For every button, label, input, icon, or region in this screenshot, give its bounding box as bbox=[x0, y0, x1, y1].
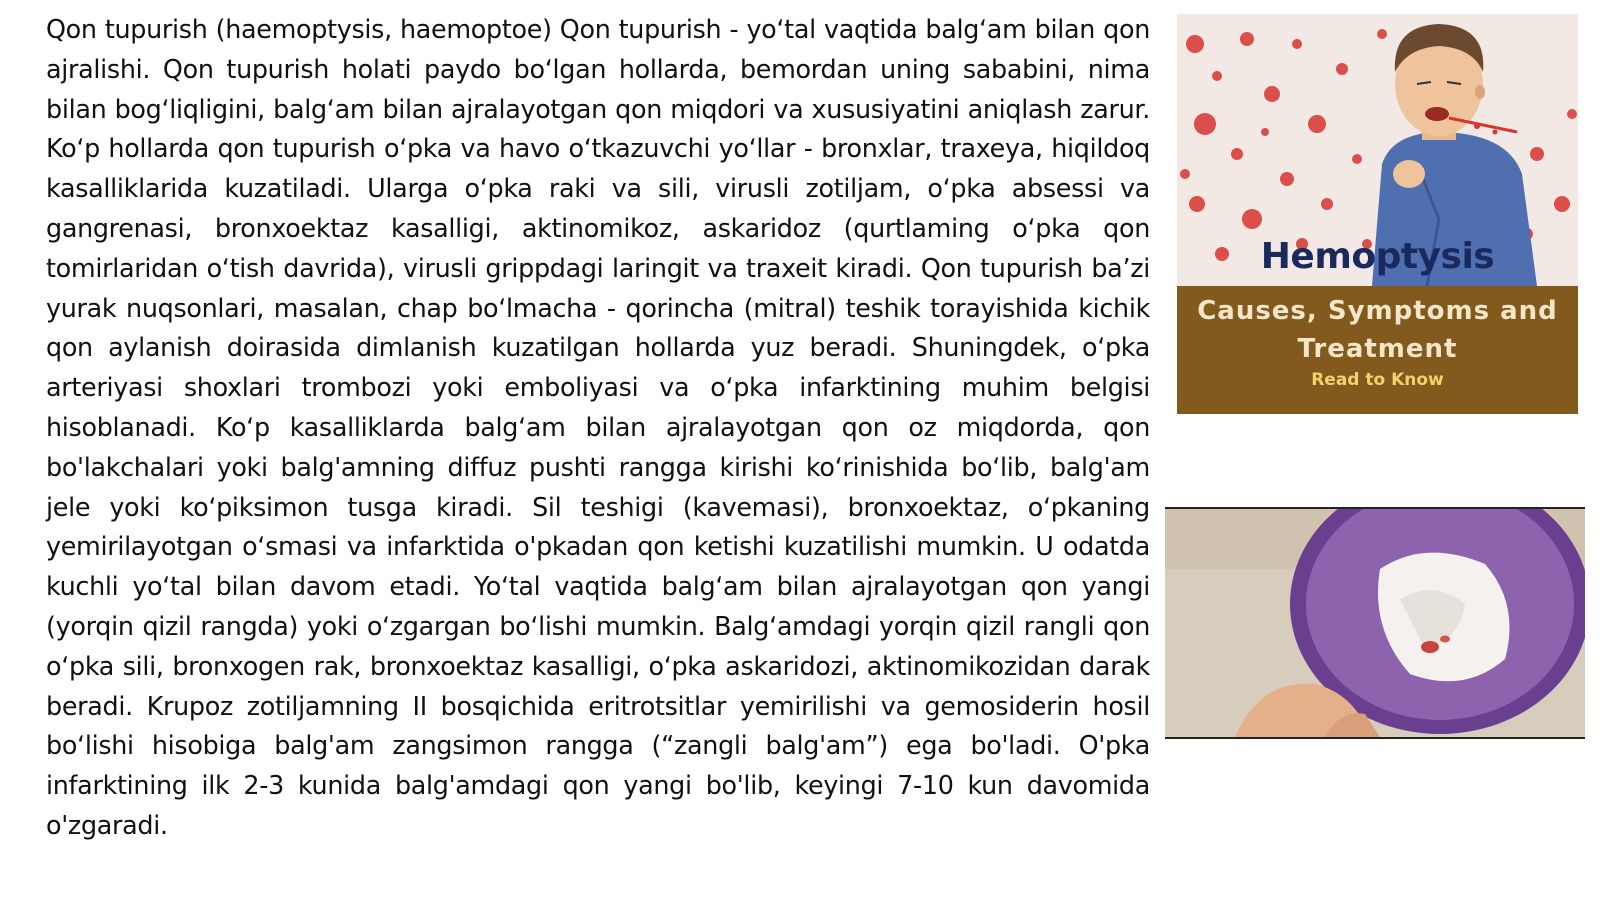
cup-photo-graphic bbox=[1165, 509, 1585, 737]
illustration-subtitle bbox=[1177, 292, 1578, 368]
illustration-subtitle-line-1: Causes, Symptoms and bbox=[1197, 296, 1558, 326]
read-to-know-label: Read to Know bbox=[1311, 370, 1444, 390]
illustration-title: Hemoptysis bbox=[1260, 236, 1495, 277]
hemoptysis-illustration bbox=[1177, 14, 1578, 414]
illustration-banner bbox=[1177, 286, 1578, 414]
blood-tissue-cup-photo bbox=[1165, 507, 1585, 739]
illustration-subtitle-line-2: Treatment bbox=[1297, 334, 1458, 364]
body-text: Qon tupurish (haemoptysis, haemoptoe) Qon tupurish - yoʻtal vaqtida balgʻam bilan qon ajralishi. Qon tupurish holati paydo boʻlgan hollarda, bemordan uning sababini, nima bilan bogʻliqligini, balgʻam bilan ajralayotgan qon miqdori va xususiyatini aniqlash zarur. Koʻp hollarda qon tupurish oʻpka va havo oʻtkazuvchi yoʻllar - bronxlar, traxeya, hiqildoq kasalliklarida kuzatiladi. Ularga oʻpka raki va sili, virusli zotiljam, oʻpka absessi va gangrenasi, bronxoektaz kasalligi, aktinomikoz, askaridoz (qurtlaming oʻpka qon tomirlaridan oʻtish davrida), virusli grippdagi laringit va traxeit kiradi. Qon tupurish baʼzi yurak nuqsonlari, masalan, chap boʻlmacha - qorincha (mitral) teshik torayishida kichik qon aylanish doirasida dimlanish kuzatilgan hollarda yuz beradi. Shuningdek, oʻpka arteriyasi shoxlari trombozi yoki emboliyasi va oʻpka infarktining muhim belgisi hisoblanadi. Koʻp kasalliklarda balgʻam bilan ajralayotgan qon oz miqdorda, qon bo'lakchalari yoki balg'amning diffuz pushti rangga kirishi koʻrinishida boʻlib, balg'am jele yoki koʻpiksimon tusga kiradi. Sil teshigi (kavemasi), bronxoektaz, oʻpkaning yemirilayotgan oʻsmasi va infarktida o'pkadan qon ketishi kuzatilishi mumkin. U odatda kuchli yoʻtal bilan davom etadi. Yoʻtal vaqtida balgʻam bilan ajralayotgan qon yangi (yorqin qizil rangda) yoki oʻzgargan boʻlishi mumkin. Balgʻamdagi yorqin qizil rangli qon oʻpka sili, bronxogen rak, bronxoektaz kasalligi, oʻpka askaridozi, aktinomikozidan darak beradi. Krupoz zotiljamning II bosqichida eritrotsitlar yemirilishi va gemosiderin hosil boʻlishi hisobiga balg'am zangsimon rangga (“zangli balg'am”) ega bo'ladi. O'pka infarktining ilk 2-3 kunida balg'amdagi qon yangi bo'lib, keyingi 7-10 kun davomida o'zgaradi. bbox=[46, 14, 1150, 840]
